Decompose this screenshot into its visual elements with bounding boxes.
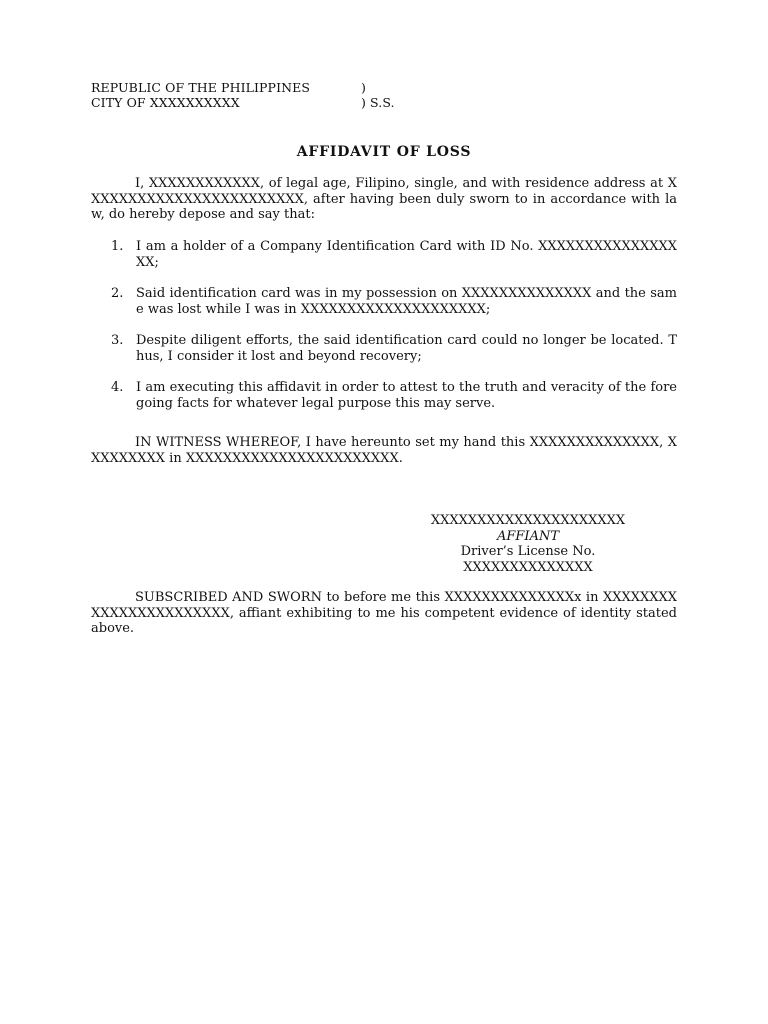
venue-republic: REPUBLIC OF THE PHILIPPINES xyxy=(91,80,311,95)
venue-city: CITY OF XXXXXXXXXX xyxy=(91,95,240,110)
signature-name: XXXXXXXXXXXXXXXXXXXXX xyxy=(430,513,626,528)
list-item-number: 1. xyxy=(111,239,124,254)
license-number: XXXXXXXXXXXXXX xyxy=(463,559,593,575)
document-title: AFFIDAVIT OF LOSS xyxy=(296,144,472,160)
intro-paragraph: I, XXXXXXXXXXXX, of legal age, Filipino, single, and with residence address at XXXXXXXXXXXXXXXXXXXXXXXX, after having been duly sworn to in accordance with law, do hereby depose and say that: xyxy=(91,176,677,222)
list-item-text: I am a holder of a Company Identification Card with ID No. XXXXXXXXXXXXXXXXX; xyxy=(136,239,677,270)
list-item-text: I am executing this affidavit in order to attest to the truth and veracity of the foregoing facts for whatever legal purpose this may serve. xyxy=(136,380,677,411)
list-item-number: 3. xyxy=(111,333,124,348)
list-item-number: 4. xyxy=(111,380,124,395)
license-label: Driver’s License No. xyxy=(460,544,596,559)
venue-bracket-2: ) S.S. xyxy=(361,95,395,110)
list-item xyxy=(91,239,677,270)
venue-block xyxy=(91,80,395,110)
statements-list xyxy=(91,239,677,427)
list-item xyxy=(91,333,677,364)
venue-line-city xyxy=(91,95,395,110)
list-item xyxy=(91,286,677,317)
signature-block xyxy=(380,513,676,575)
list-item-number: 2. xyxy=(111,286,124,301)
jurat-paragraph: SUBSCRIBED AND SWORN to before me this XXXXXXXXXXXXXXx in XXXXXXXXXXXXXXXXXXXXXXX, affiant exhibiting to me his competent evidence of identity stated above. xyxy=(91,590,677,636)
list-item-text: Despite diligent efforts, the said identification card could no longer be located. Thus, I consider it lost and beyond recovery; xyxy=(136,333,677,364)
venue-line-republic xyxy=(91,80,366,95)
list-item xyxy=(91,380,677,411)
signature-role: AFFIANT xyxy=(497,528,559,544)
venue-bracket-1: ) xyxy=(361,80,366,95)
list-item-text: Said identification card was in my possession on XXXXXXXXXXXXXX and the same was lost while I was in XXXXXXXXXXXXXXXXXXXX; xyxy=(136,286,677,317)
witness-paragraph: IN WITNESS WHEREOF, I have hereunto set my hand this XXXXXXXXXXXXXX, XXXXXXXXX in XXXXXXXXXXXXXXXXXXXXXXX. xyxy=(91,435,677,466)
